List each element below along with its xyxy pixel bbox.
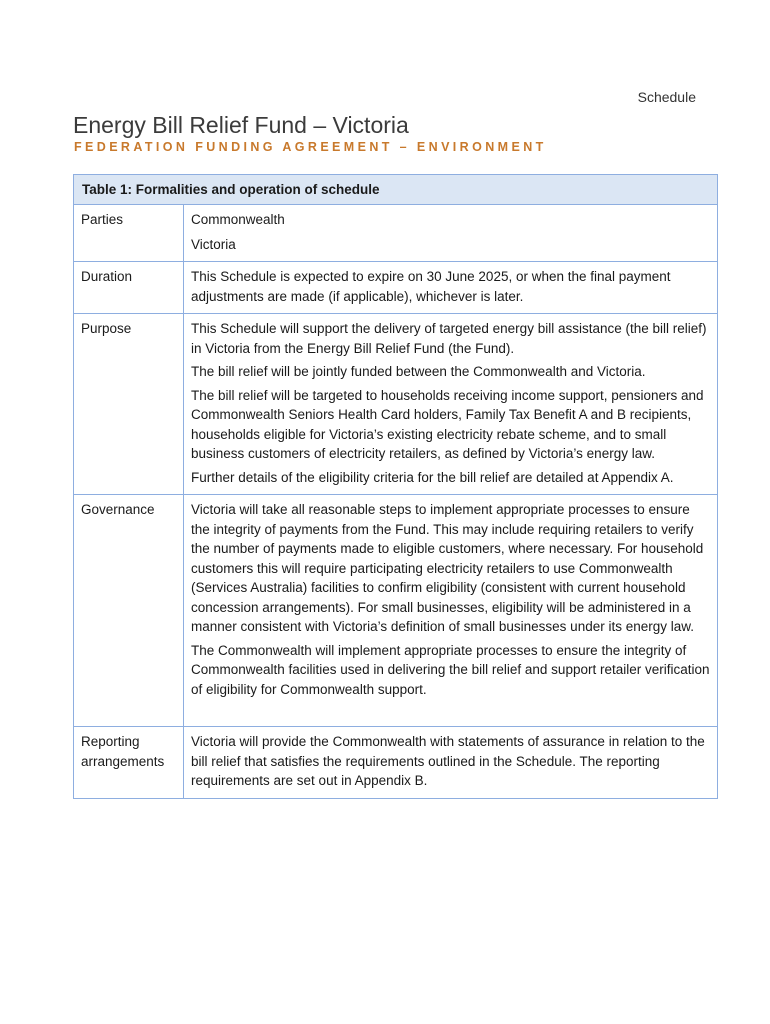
paragraph: This Schedule will support the delivery of targeted energy bill assistance (the bill relief) in Victoria from the Energy Bill Relief Fund (the Fund). [191,321,707,356]
paragraph: Victoria will provide the Commonwealth with statements of assurance in relation to the bill relief that satisfies the requirements outlined in the Schedule. The reporting requirements are set out in Appendix B. [191,734,705,788]
table-caption: Table 1: Formalities and operation of schedule [74,175,718,205]
row-label-governance: Governance [74,495,184,727]
table-row [74,727,718,799]
row-content-purpose [184,314,718,495]
paragraph: The bill relief will be targeted to households receiving income support, pensioners and Commonwealth Seniors Health Card holders, Family Tax Benefit A and B recipients, households eligible for Victoria’s existing electricity rebate scheme, and to small business customers of electricity retailers, as defined by Victoria’s energy law. [191,387,704,461]
table-row [74,205,718,262]
page-title: Energy Bill Relief Fund – Victoria [73,112,409,138]
section-label: Schedule [637,89,696,105]
table-row [74,495,718,727]
row-content-duration [184,262,718,314]
paragraph: This Schedule is expected to expire on 30 June 2025, or when the final payment adjustments are made (if applicable), whichever is later. [191,269,671,304]
row-label-purpose: Purpose [74,314,184,495]
paragraph: Commonwealth [191,212,285,227]
row-content-parties [184,205,718,262]
paragraph: The bill relief will be jointly funded between the Commonwealth and Victoria. [191,364,646,379]
row-label-reporting: Reporting arrangements [74,727,184,799]
paragraph: Victoria [191,236,236,252]
row-label-duration: Duration [74,262,184,314]
paragraph: The Commonwealth will implement appropriate processes to ensure the integrity of Commonwealth facilities used in delivering the bill relief and support retailer verification of eligibility for Commonwealth support. [191,642,710,697]
row-content-reporting [184,727,718,799]
table-row [74,314,718,495]
paragraph: Victoria will take all reasonable steps to implement appropriate processes to ensure the integrity of payments from the Fund. This may include requiring retailers to verify the number of payments made to eligible customers, where necessary. For household customers this will require participating electricity retailers to use Commonwealth (Services Australia) facilities to confirm eligibility (consistent with current household concession arrangements). For small businesses, eligibility will be administered in a manner consistent with Victoria’s definition of small businesses under its energy law. [191,502,704,634]
schedule-table [73,174,718,799]
paragraph: Further details of the eligibility criteria for the bill relief are detailed at Appendix A. [191,469,674,485]
page-subtitle: FEDERATION FUNDING AGREEMENT – ENVIRONMENT [74,140,547,154]
row-label-parties: Parties [74,205,184,262]
table-caption-row [74,175,718,205]
table-row [74,262,718,314]
row-content-governance [184,495,718,727]
